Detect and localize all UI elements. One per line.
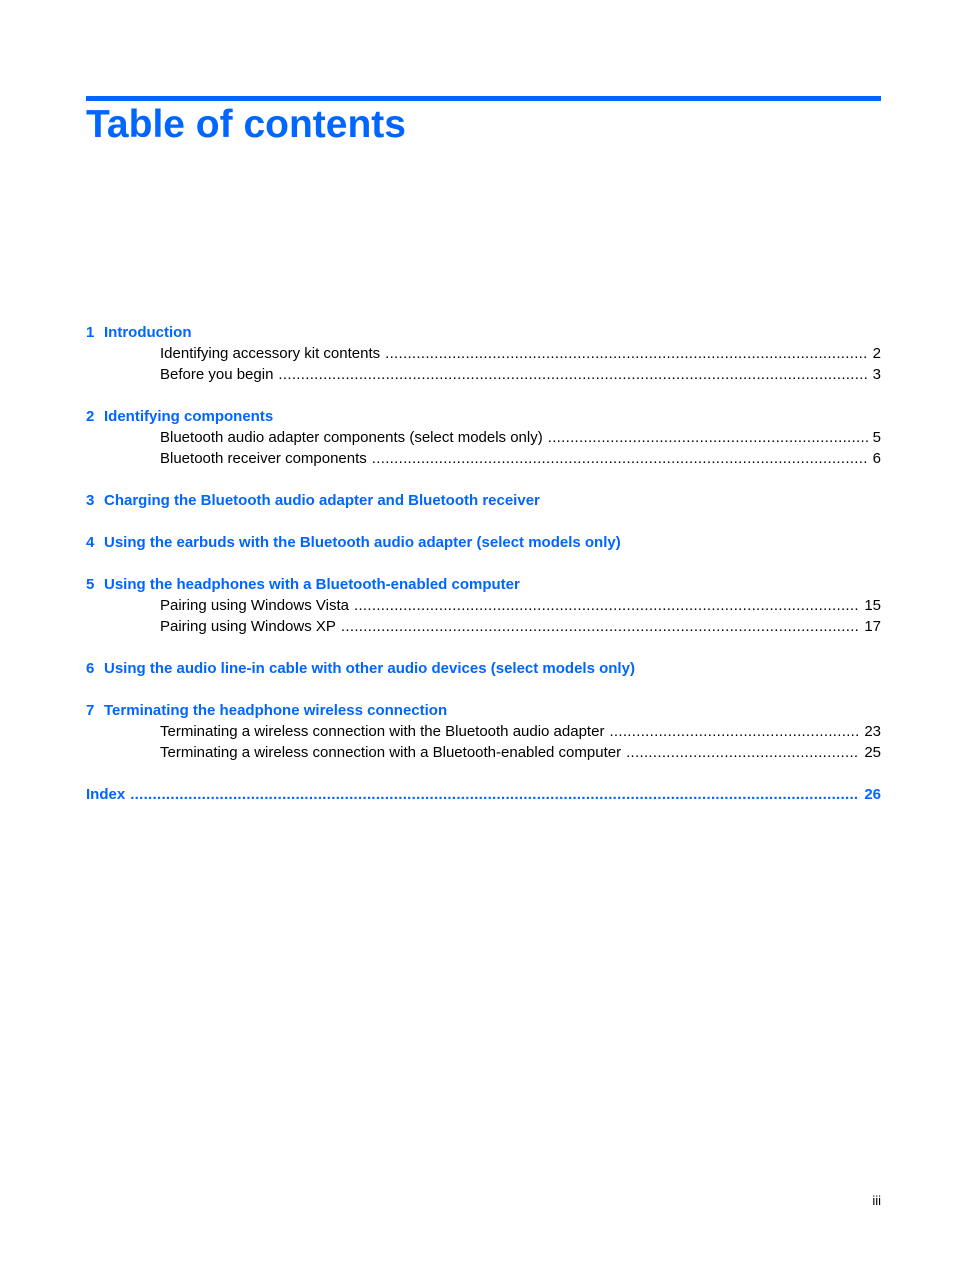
chapter-title: Charging the Bluetooth audio adapter and Bluetooth receiver	[104, 492, 540, 509]
chapter-number: 2	[86, 408, 95, 425]
toc-entry-link[interactable]	[86, 721, 881, 742]
dot-leader	[278, 364, 867, 385]
toc-chapter-link[interactable]	[86, 322, 881, 343]
entry-page-number: 17	[864, 618, 881, 635]
chapter-number: 7	[86, 702, 95, 719]
entry-page-number: 25	[864, 744, 881, 761]
toc-chapter	[86, 406, 881, 469]
dot-leader	[548, 427, 868, 448]
toc-chapter-link[interactable]	[86, 658, 881, 679]
toc-chapter-link[interactable]	[86, 490, 881, 511]
chapter-number: 6	[86, 660, 95, 677]
index-label: Index	[86, 786, 126, 803]
page-number: iii	[872, 1193, 881, 1208]
chapter-number: 5	[86, 576, 95, 593]
toc-chapter-link[interactable]	[86, 406, 881, 427]
dot-leader	[130, 784, 859, 805]
entry-page-number: 15	[864, 597, 881, 614]
entry-page-number: 23	[864, 723, 881, 740]
entry-label: Terminating a wireless connection with a Bluetooth-enabled computer	[160, 744, 622, 761]
page-title: Table of contents	[86, 103, 406, 146]
table-of-contents	[86, 322, 881, 805]
toc-index-link[interactable]	[86, 784, 881, 805]
toc-entry-link[interactable]	[86, 616, 881, 637]
dot-leader	[626, 742, 859, 763]
entry-label: Pairing using Windows XP	[160, 618, 336, 635]
chapter-title: Terminating the headphone wireless connection	[104, 702, 448, 719]
chapter-title: Using the headphones with a Bluetooth-enabled computer	[104, 576, 520, 593]
toc-chapter	[86, 658, 881, 679]
chapter-number: 3	[86, 492, 95, 509]
entry-label: Bluetooth receiver components	[160, 450, 367, 467]
entry-page-number: 6	[872, 450, 881, 467]
toc-chapter-link[interactable]	[86, 574, 881, 595]
toc-entry-link[interactable]	[86, 364, 881, 385]
dot-leader	[354, 595, 859, 616]
dot-leader	[385, 343, 868, 364]
dot-leader	[609, 721, 859, 742]
entry-label: Pairing using Windows Vista	[160, 597, 349, 614]
entry-label: Identifying accessory kit contents	[160, 345, 381, 362]
toc-entry-link[interactable]	[86, 448, 881, 469]
entry-label: Bluetooth audio adapter components (select models only)	[160, 429, 543, 446]
entry-page-number: 5	[872, 429, 881, 446]
chapter-number: 4	[86, 534, 95, 551]
entry-label: Before you begin	[160, 366, 274, 383]
toc-chapter	[86, 700, 881, 763]
toc-entry-link[interactable]	[86, 427, 881, 448]
chapter-title: Introduction	[104, 324, 192, 341]
toc-chapter	[86, 490, 881, 511]
entry-label: Terminating a wireless connection with the Bluetooth audio adapter	[160, 723, 605, 740]
toc-entry-link[interactable]	[86, 343, 881, 364]
chapter-title: Identifying components	[104, 408, 274, 425]
toc-chapter-link[interactable]	[86, 532, 881, 553]
dot-leader	[341, 616, 859, 637]
toc-entry-link[interactable]	[86, 595, 881, 616]
toc-chapter-link[interactable]	[86, 700, 881, 721]
toc-entry-link[interactable]	[86, 742, 881, 763]
index-page-number: 26	[864, 786, 881, 803]
chapter-title: Using the earbuds with the Bluetooth audio adapter (select models only)	[104, 534, 621, 551]
dot-leader	[372, 448, 868, 469]
toc-chapter	[86, 322, 881, 385]
toc-chapter	[86, 532, 881, 553]
chapter-title: Using the audio line-in cable with other audio devices (select models only)	[104, 660, 635, 677]
chapter-number: 1	[86, 324, 95, 341]
entry-page-number: 3	[872, 366, 881, 383]
toc-chapter	[86, 574, 881, 637]
entry-page-number: 2	[872, 345, 881, 362]
